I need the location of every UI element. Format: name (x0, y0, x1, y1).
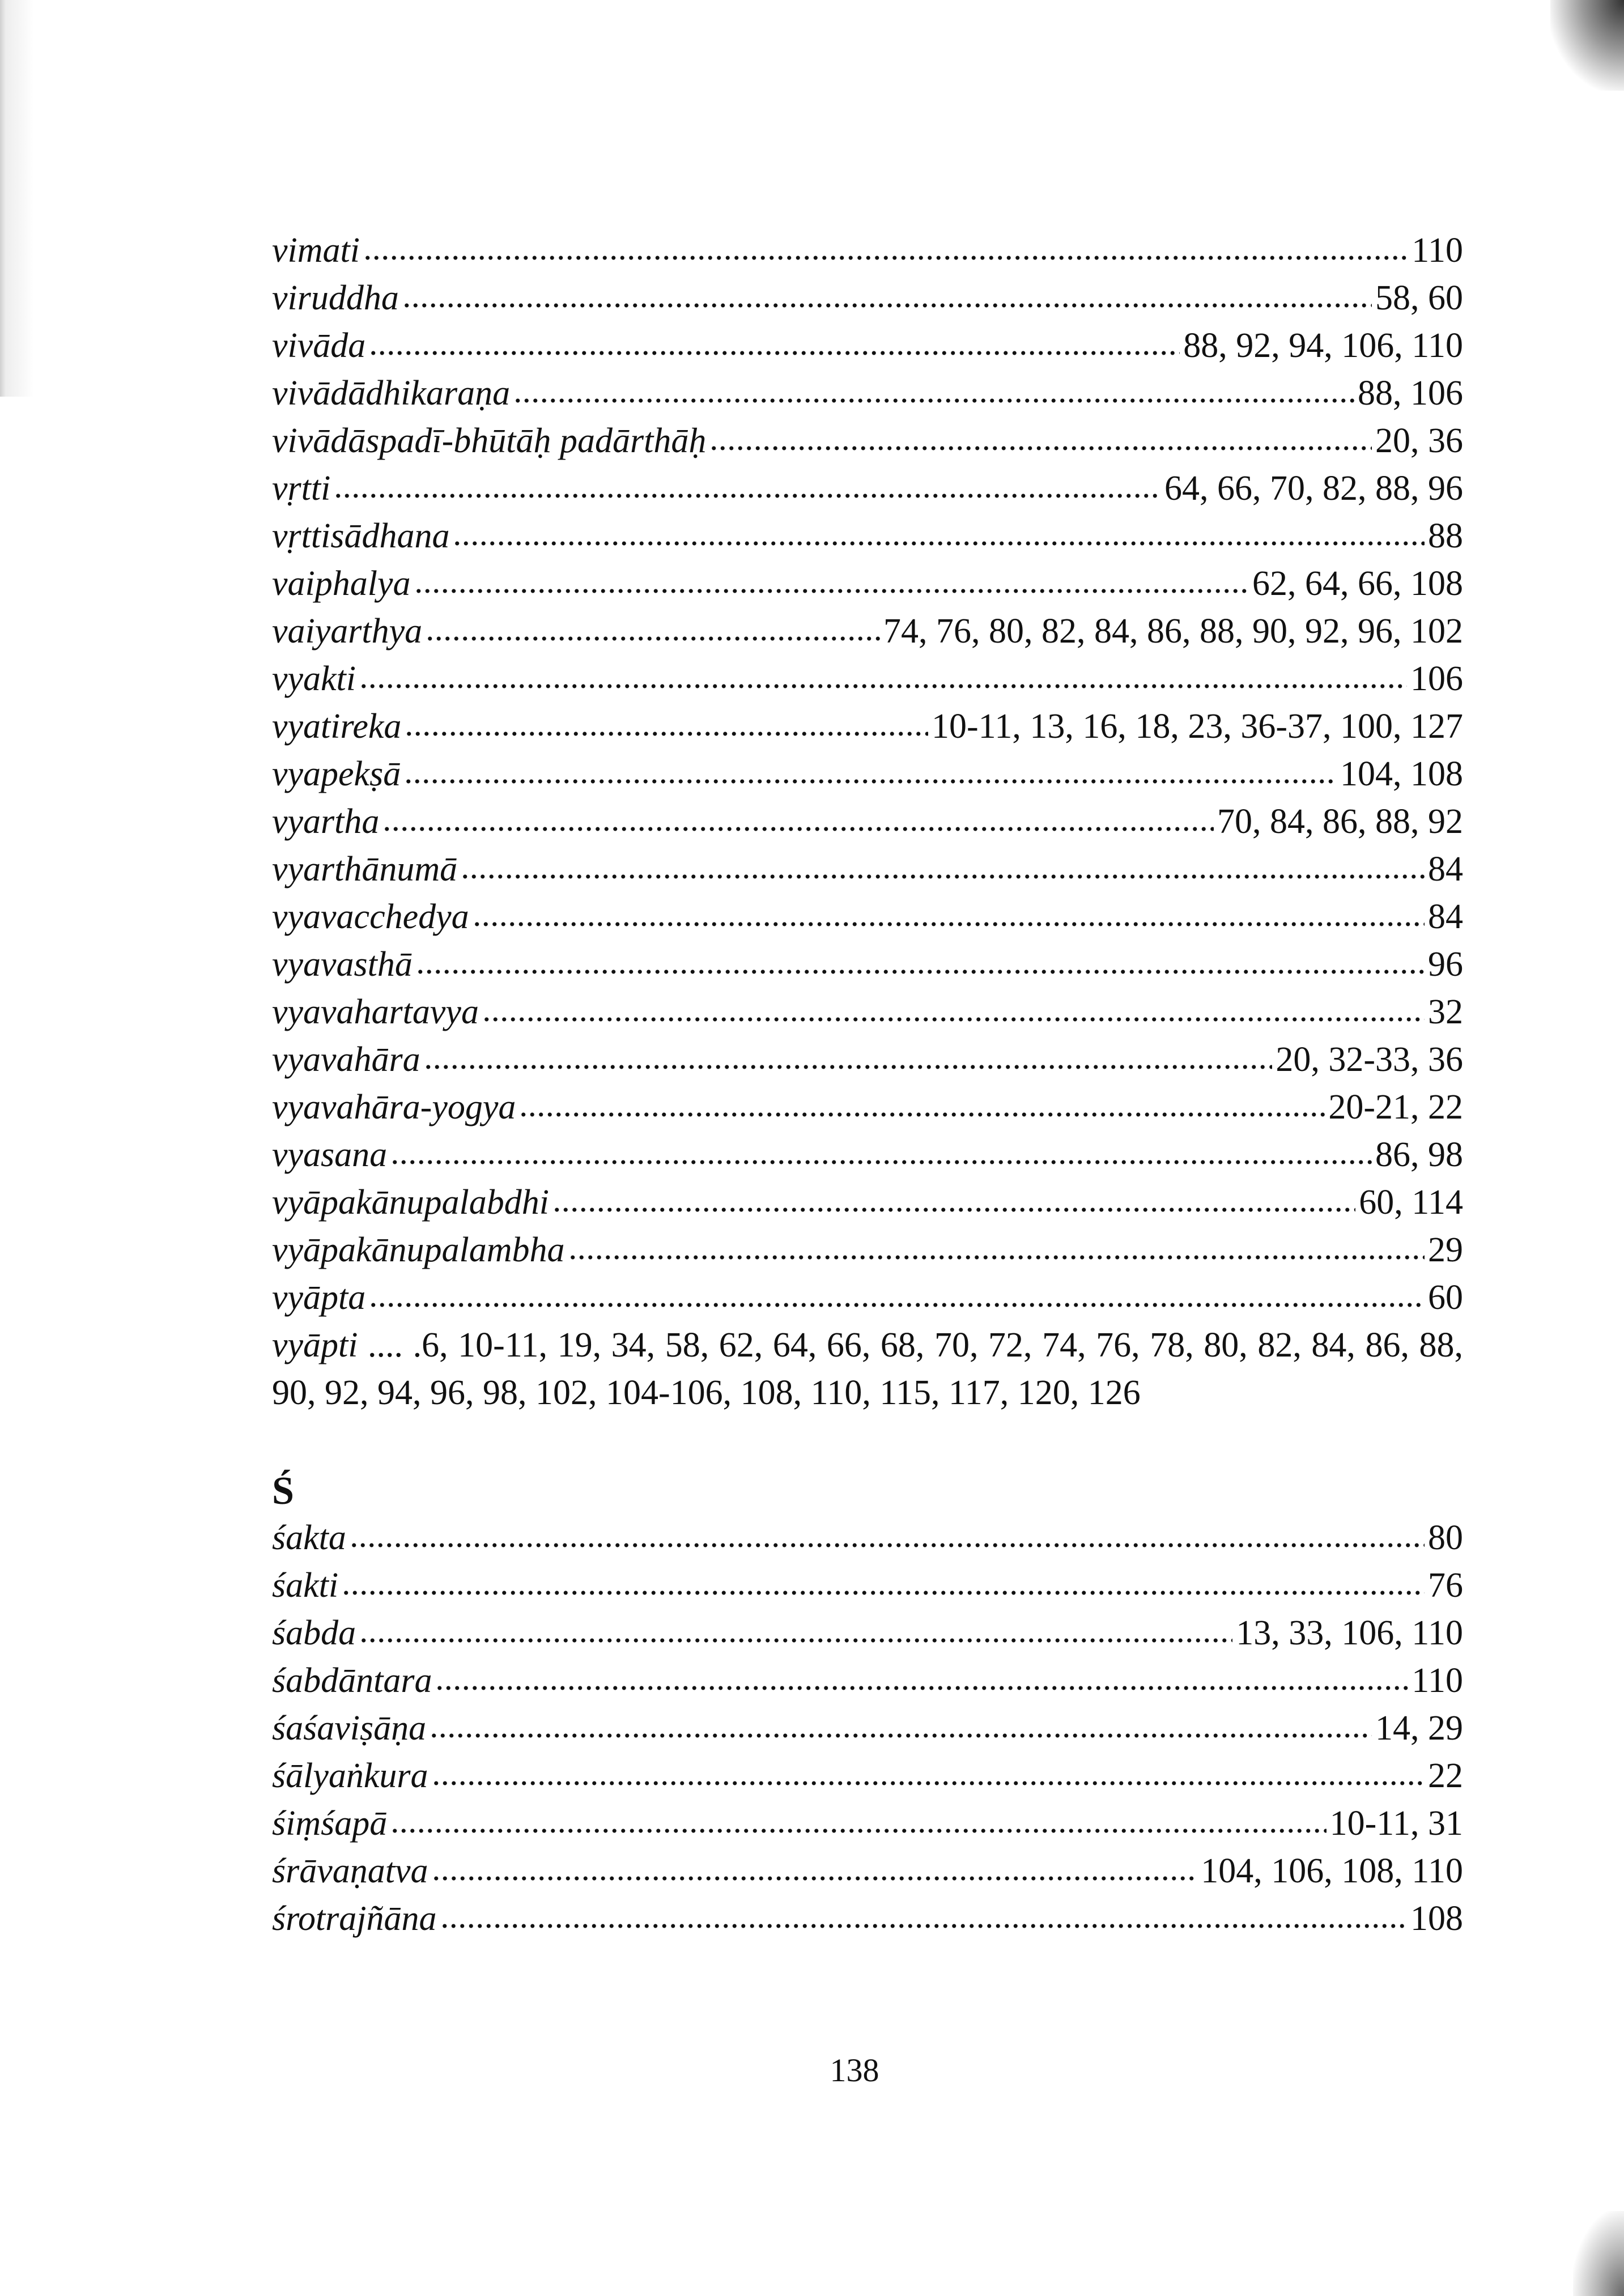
index-term: śiṃśapā (272, 1804, 388, 1843)
index-term: śālyaṅkura (272, 1757, 428, 1795)
index-pages: 84 (1428, 850, 1463, 888)
leader-dots (426, 635, 880, 643)
leader-dots: .... (358, 1326, 413, 1364)
leader-dots (513, 397, 1354, 405)
scan-corner-shadow (1550, 0, 1624, 91)
index-term: vivādādhikaraṇa (272, 374, 511, 413)
index-entry (272, 941, 1463, 988)
leader-dots (363, 254, 1408, 262)
index-pages: 74, 76, 80, 82, 84, 86, 88, 90, 92, 96, 102 (883, 612, 1463, 650)
index-pages: 10-11, 31 (1329, 1804, 1463, 1843)
leader-dots (709, 444, 1372, 452)
page-number: 138 (830, 2052, 879, 2089)
index-pages: 20, 32-33, 36 (1276, 1040, 1463, 1079)
index-pages: 106 (1410, 660, 1463, 698)
index-pages: 76 (1428, 1566, 1463, 1605)
leader-dots (369, 349, 1180, 357)
leader-dots (405, 730, 928, 738)
leader-dots (382, 825, 1214, 833)
index-pages: 20-21, 22 (1328, 1088, 1463, 1126)
index-term: vyavahartavya (272, 993, 479, 1031)
index-entry (272, 1131, 1463, 1179)
scan-corner-shadow (1573, 2211, 1624, 2296)
leader-dots (359, 682, 1407, 690)
leader-dots (519, 1111, 1325, 1119)
index-term: vyapekṣā (272, 755, 401, 793)
leader-dots (424, 1063, 1273, 1071)
index-term: vyavahāra-yogya (272, 1088, 516, 1126)
index-entry (272, 274, 1463, 322)
index-pages: 80 (1428, 1519, 1463, 1557)
index-pages: 29 (1428, 1231, 1463, 1269)
leader-dots (342, 1589, 1425, 1597)
index-pages: 108 (1410, 1899, 1463, 1938)
index-term: viruddha (272, 279, 399, 317)
leader-dots (390, 1827, 1326, 1835)
index-term: śakti (272, 1566, 339, 1605)
index-pages: 60 (1428, 1278, 1463, 1317)
index-term: vyasana (272, 1136, 388, 1174)
index-entry (272, 1226, 1463, 1274)
index-entry (272, 560, 1463, 607)
index-pages: 20, 36 (1375, 422, 1463, 460)
index-entry (272, 465, 1463, 512)
leader-dots (414, 587, 1249, 595)
leader-dots (552, 1206, 1355, 1214)
leader-dots (432, 1874, 1198, 1882)
index-term: vyakti (272, 660, 356, 698)
index-entry (272, 1800, 1463, 1847)
leader-dots (390, 1158, 1372, 1166)
index-entry (272, 227, 1463, 274)
index-entry (272, 1895, 1463, 1942)
index-term: vivāda (272, 326, 366, 365)
leader-dots (461, 873, 1425, 881)
index-entry (272, 1036, 1463, 1083)
index-entry (272, 512, 1463, 560)
index-entry (272, 417, 1463, 465)
index-entry (272, 607, 1463, 655)
index-entry (272, 1083, 1463, 1131)
leader-dots (416, 968, 1425, 976)
index-pages: 88, 92, 94, 106, 110 (1183, 326, 1463, 365)
index-entry (272, 750, 1463, 798)
index-term: vaiyarthya (272, 612, 423, 650)
index-term: vṛtti (272, 469, 331, 508)
index-term: vyāpta (272, 1278, 366, 1317)
index-pages: 88, 106 (1358, 374, 1463, 413)
index-term: vṛttisādhana (272, 517, 450, 555)
index-term: śrotrajñāna (272, 1899, 437, 1938)
leader-dots (350, 1541, 1425, 1549)
index-pages: 84 (1428, 898, 1463, 936)
index-term: vyatireka (272, 707, 402, 746)
index-term: vyarthānumā (272, 850, 458, 888)
section-heading: Ś (272, 1469, 294, 1513)
index-entry (272, 893, 1463, 941)
index-entry (272, 1847, 1463, 1895)
index-entry (272, 655, 1463, 703)
index-entry (272, 1609, 1463, 1657)
index-pages: 14, 29 (1375, 1709, 1463, 1747)
index-term: vyavacchedya (272, 898, 469, 936)
index-pages: 86, 98 (1375, 1136, 1463, 1174)
index-term: śabda (272, 1614, 356, 1652)
index-entry (272, 1179, 1463, 1226)
index-pages: 13, 33, 106, 110 (1236, 1614, 1463, 1652)
scan-edge-shadow (0, 0, 34, 397)
index-entry (272, 1657, 1463, 1704)
index-pages: 62, 64, 66, 108 (1252, 564, 1463, 603)
index-pages: 58, 60 (1375, 279, 1463, 317)
leader-dots (473, 920, 1425, 928)
index-pages: .6, 10-11, 19, 34, 58, 62, 64, 66, 68, 70, 72, 74, 76, 78, 80, 82, 84, 86, 88, 90, 92, 94, 96, 98, 102, 104-106, 108, 110, 115, 117, 120, 126 (272, 1326, 1463, 1412)
index-term: vyavasthā (272, 945, 413, 984)
index-entry (272, 988, 1463, 1036)
index-pages: 104, 108 (1340, 755, 1463, 793)
index-entry (272, 1562, 1463, 1609)
leader-dots (453, 539, 1425, 547)
index-entry (272, 369, 1463, 417)
index-section-v (272, 227, 1463, 1321)
index-term: śaśaviṣāṇa (272, 1709, 427, 1747)
index-pages: 32 (1428, 993, 1463, 1031)
index-pages: 22 (1428, 1757, 1463, 1795)
index-term: vyartha (272, 802, 380, 841)
leader-dots (435, 1684, 1408, 1692)
index-entry (272, 798, 1463, 845)
index-term: śrāvaṇatva (272, 1852, 428, 1890)
index-term: vyāpakānupalabdhi (272, 1183, 550, 1222)
leader-dots (432, 1779, 1425, 1787)
leader-dots (440, 1922, 1407, 1930)
index-pages: 110 (1412, 1661, 1463, 1700)
index-entry (272, 322, 1463, 369)
index-entry (272, 1752, 1463, 1800)
index-pages: 96 (1428, 945, 1463, 984)
leader-dots (334, 492, 1161, 500)
index-entry (272, 845, 1463, 893)
index-entry-vyapti (272, 1321, 1463, 1417)
index-list (272, 227, 1463, 1942)
index-pages: 60, 114 (1359, 1183, 1463, 1222)
leader-dots (359, 1636, 1232, 1644)
index-pages: 10-11, 13, 16, 18, 23, 36-37, 100, 127 (932, 707, 1463, 746)
index-pages: 64, 66, 70, 82, 88, 96 (1164, 469, 1463, 508)
leader-dots (404, 777, 1337, 785)
index-term: vaiphalya (272, 564, 411, 603)
index-term: vivādāspadī-bhūtāḥ padārthāḥ (272, 422, 707, 460)
index-term: śakta (272, 1519, 346, 1557)
index-entry (272, 1704, 1463, 1752)
index-pages: 110 (1412, 231, 1463, 270)
index-pages: 70, 84, 86, 88, 92 (1217, 802, 1463, 841)
index-pages: 104, 106, 108, 110 (1201, 1852, 1463, 1890)
index-term: śabdāntara (272, 1661, 432, 1700)
index-entry (272, 1274, 1463, 1321)
index-entry (272, 1514, 1463, 1562)
leader-dots (402, 301, 1372, 309)
index-section-s (272, 1514, 1463, 1942)
leader-dots (482, 1015, 1425, 1023)
index-term: vyāpti (272, 1326, 358, 1364)
leader-dots (369, 1301, 1425, 1309)
index-term: vyāpakānupalambha (272, 1231, 565, 1269)
leader-dots (568, 1253, 1425, 1261)
index-entry (272, 703, 1463, 750)
index-term: vyavahāra (272, 1040, 420, 1079)
index-pages: 88 (1428, 517, 1463, 555)
leader-dots (430, 1732, 1372, 1740)
index-term: vimati (272, 231, 360, 270)
